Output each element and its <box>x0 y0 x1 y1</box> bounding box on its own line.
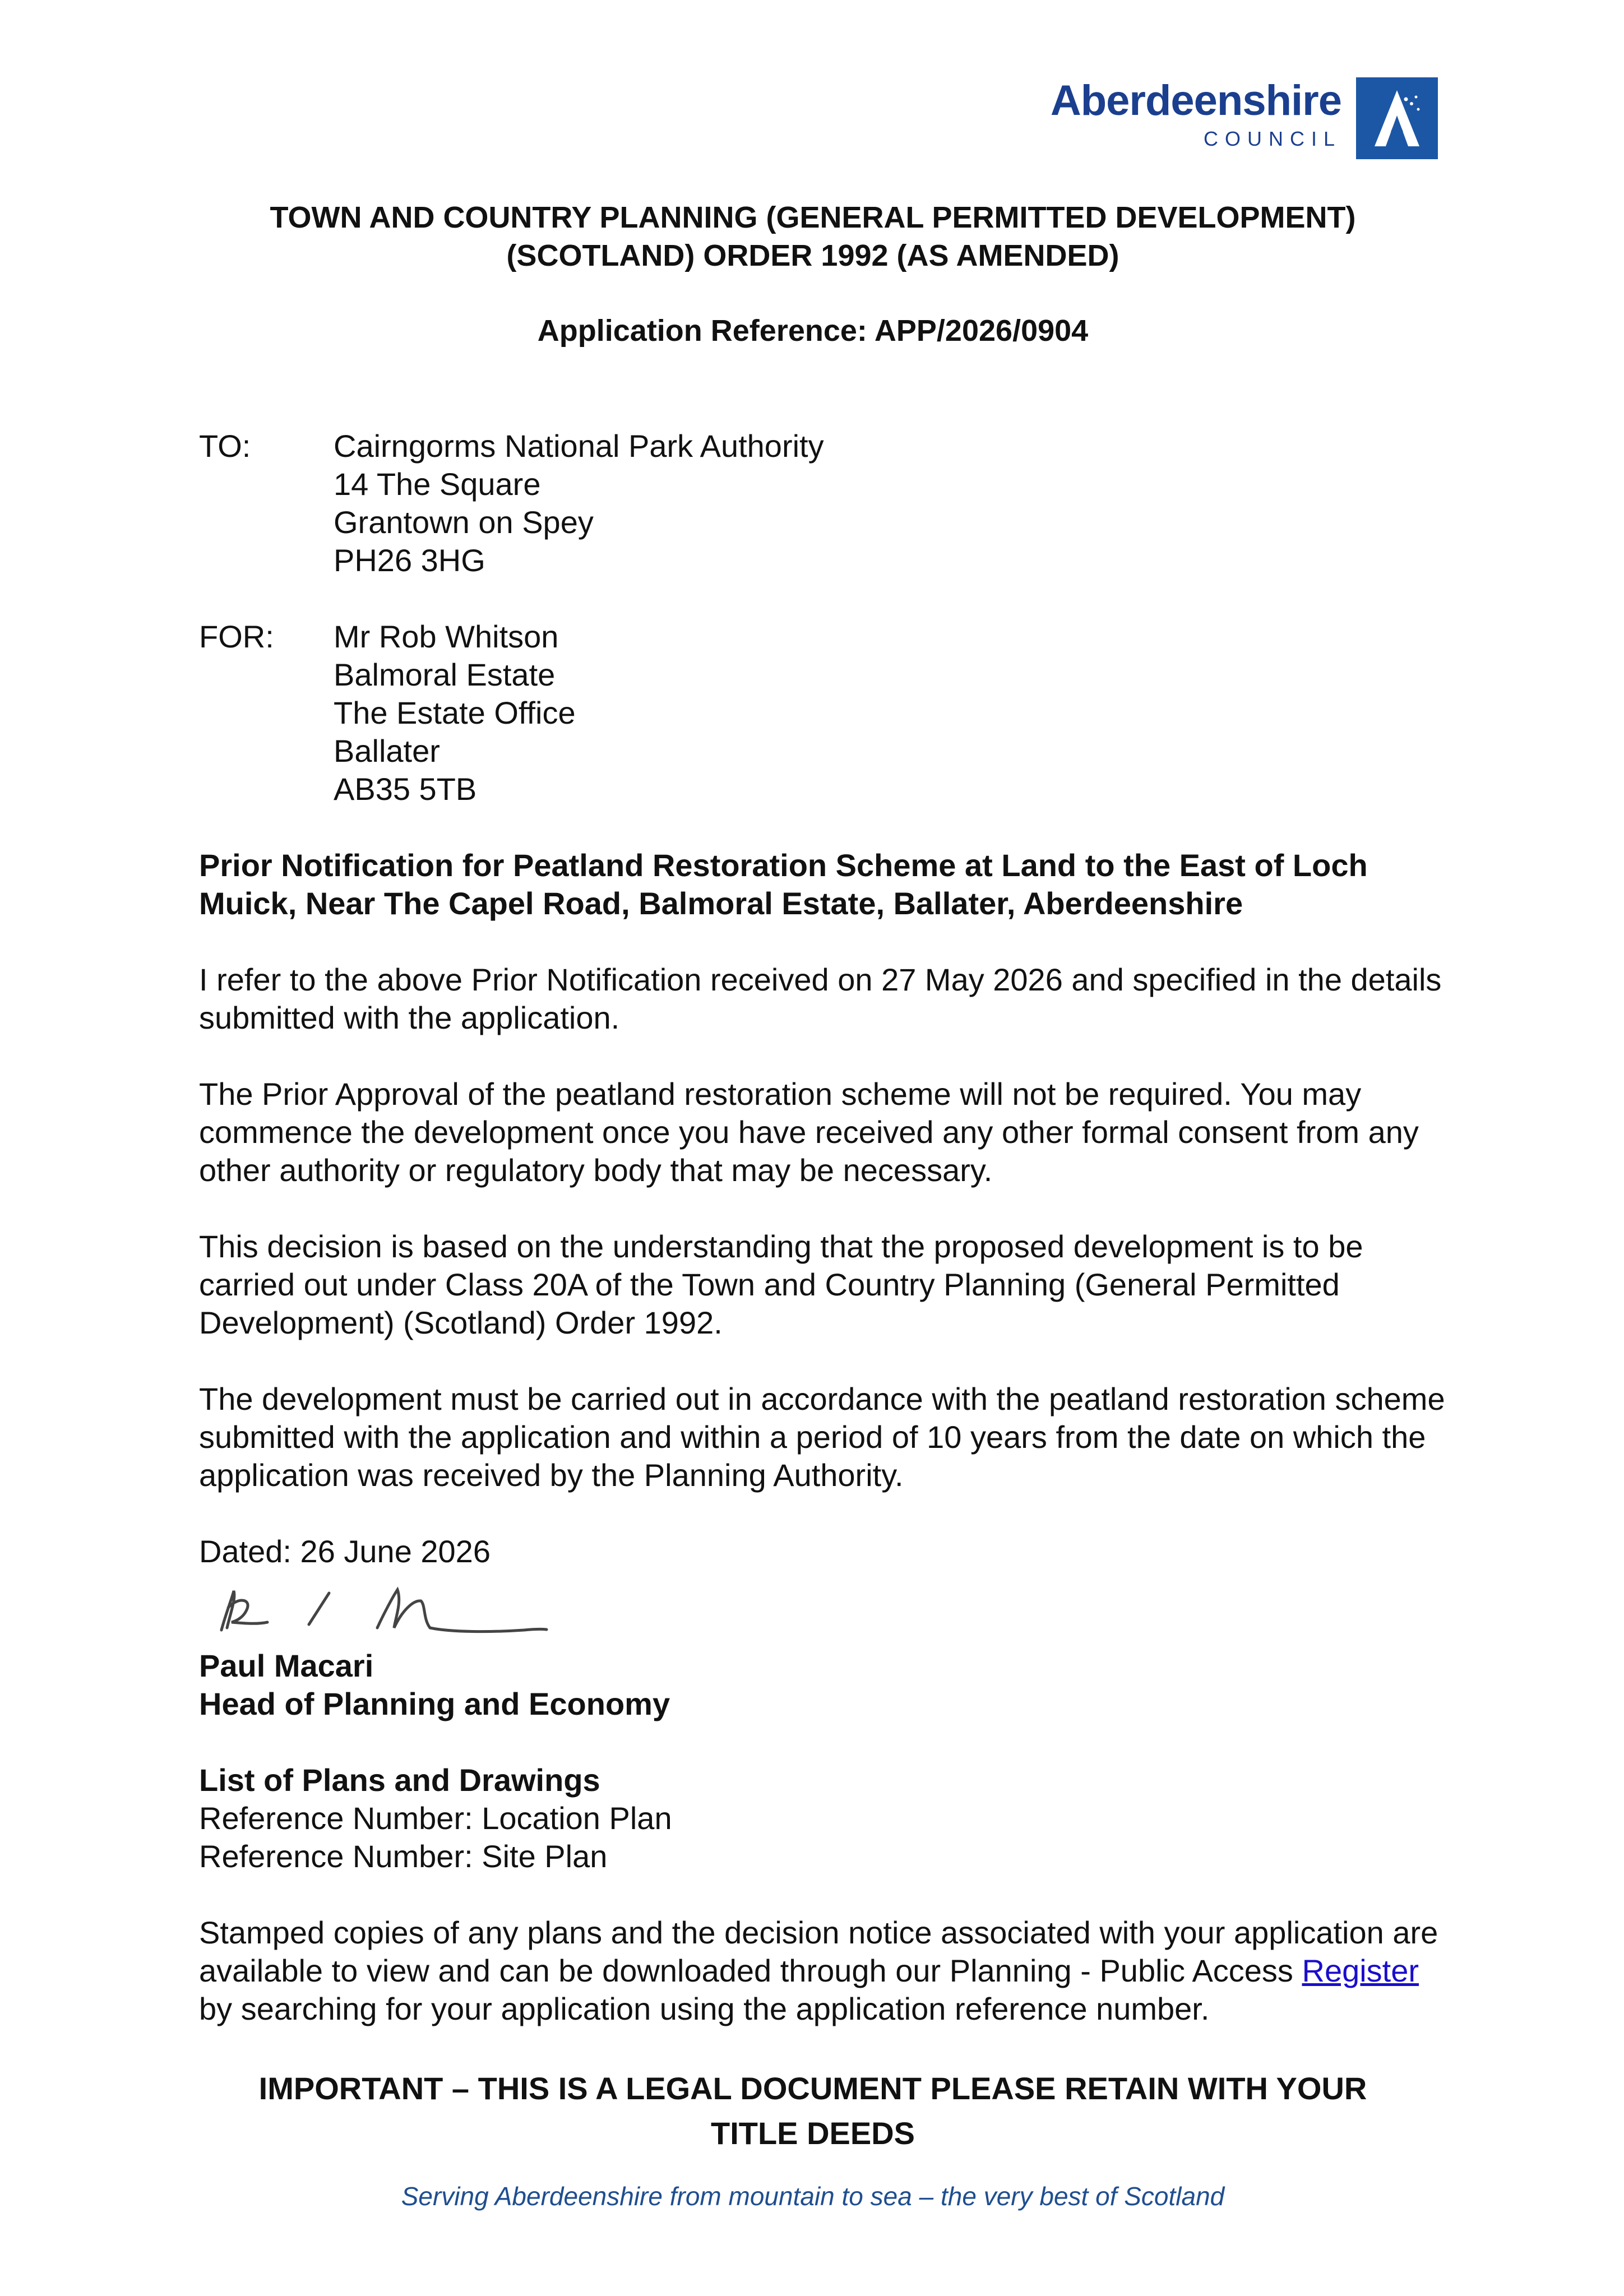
address-line: 14 The Square <box>334 466 541 502</box>
aberdeenshire-a-icon <box>1356 77 1438 159</box>
for-label: FOR: <box>199 619 274 654</box>
address-line: Ballater <box>334 733 440 769</box>
plan-item: Reference Number: Location Plan <box>199 1800 672 1836</box>
access-text-after: by searching for your application using the application reference number. <box>199 1991 1210 2026</box>
order-heading-line2: (SCOTLAND) ORDER 1992 (AS AMENDED) <box>506 239 1119 272</box>
notification-title: Prior Notification for Peatland Restoration Scheme at Land to the East of Loch Muick, Near The Capel Road, Balmoral Estate, Ballater, Aberdeenshire <box>199 848 1368 921</box>
plans-heading: List of Plans and Drawings <box>199 1762 600 1798</box>
dated-line: Dated: 26 June 2026 <box>199 1534 491 1569</box>
application-reference: Application Reference: APP/2026/0904 <box>537 314 1089 348</box>
signer-title: Head of Planning and Economy <box>199 1686 670 1721</box>
address-line: Grantown on Spey <box>334 504 594 540</box>
address-line: AB35 5TB <box>334 771 477 807</box>
paragraph-basis: This decision is based on the understanding that the proposed development is to be carried out under Class 20A of the Town and Country Planning (General Permitted Development) (Scotland) Order 1992. <box>199 1229 1363 1340</box>
address-line: PH26 3HG <box>334 543 485 578</box>
to-label: TO: <box>199 428 251 464</box>
address-line: Balmoral Estate <box>334 657 556 692</box>
access-text-before: Stamped copies of any plans and the decision notice associated with your application are available to view and can be downloaded through our Planning - Public Access <box>199 1915 1438 1988</box>
public-access-paragraph <box>199 1914 1449 2028</box>
council-logo <box>1051 77 1438 159</box>
to-address-lines <box>334 427 1174 580</box>
legal-notice-line1: IMPORTANT – THIS IS A LEGAL DOCUMENT PLEASE RETAIN WITH YOUR <box>258 2071 1367 2106</box>
signer-name: Paul Macari <box>199 1648 374 1683</box>
paragraph-approval: The Prior Approval of the peatland restoration scheme will not be required. You may commence the development once you have received any other formal consent from any other authority or regulatory body that may be necessary. <box>199 1076 1419 1188</box>
register-link[interactable]: Register <box>1302 1953 1419 1988</box>
address-line: Mr Rob Whitson <box>334 619 559 654</box>
paragraph-conditions: The development must be carried out in accordance with the peatland restoration scheme submitted with the application and within a period of 10 years from the date on which the application was received by the Planning Authority. <box>199 1381 1445 1493</box>
order-heading <box>196 198 1429 275</box>
footer-tagline: Serving Aberdeenshire from mountain to sea – the very best of Scotland <box>401 2182 1225 2211</box>
logo-council: COUNCIL <box>1203 127 1341 150</box>
address-line: The Estate Office <box>334 695 576 730</box>
logo-name: Aberdeenshire <box>1050 77 1341 124</box>
logo-wordmark <box>1051 77 1341 150</box>
signature <box>199 1574 603 1648</box>
legal-notice-line2: TITLE DEEDS <box>710 2116 915 2151</box>
legal-notice <box>196 2066 1429 2156</box>
plan-item: Reference Number: Site Plan <box>199 1839 608 1874</box>
address-line: Cairngorms National Park Authority <box>334 428 824 464</box>
paragraph-received: I refer to the above Prior Notification received on 27 May 2026 and specified in the details submitted with the application. <box>199 962 1442 1035</box>
order-heading-line1: TOWN AND COUNTRY PLANNING (GENERAL PERMITTED DEVELOPMENT) <box>270 201 1356 234</box>
for-address-lines <box>334 618 1174 808</box>
